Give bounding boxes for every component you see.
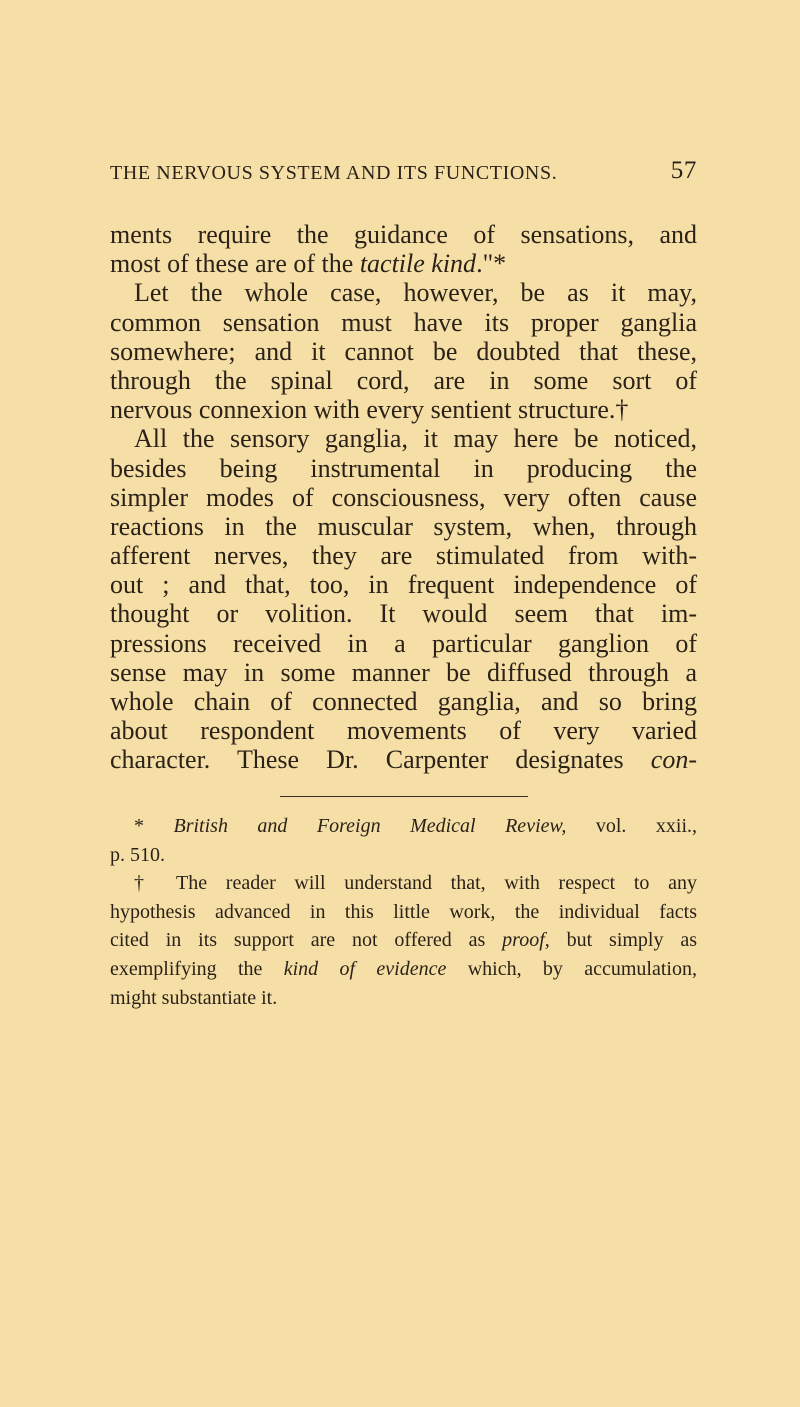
body-line [110, 249, 697, 278]
body-line [110, 483, 697, 512]
text-run: sense may in some manner be diffused through a [110, 657, 697, 687]
text-run: whole chain of connected ganglia, and so bring [110, 687, 697, 716]
body-line [110, 687, 697, 716]
body-line [110, 366, 697, 395]
text-run: ."* [476, 249, 507, 279]
footnote-line [110, 841, 697, 870]
text-run: through the spinal cord, are in some sort of [110, 365, 697, 395]
text-run: thought or volition. It would seem that im- [110, 599, 697, 629]
text-run: besides being instrumental in producing the [110, 453, 697, 483]
italic-text: proof, [502, 929, 550, 952]
body-line [110, 220, 697, 249]
footnote-line [110, 926, 697, 955]
body-line [110, 658, 697, 687]
text-run: simpler modes of consciousness, very often cause [110, 482, 697, 512]
footnote-line [110, 812, 697, 841]
text-run: out ; and that, too, in frequent independence of [110, 570, 697, 600]
running-title: THE NERVOUS SYSTEM AND ITS FUNCTIONS. [110, 162, 558, 184]
footnote-rule [280, 796, 528, 797]
text-run: cited in its support are not offered as [110, 929, 503, 952]
body-line [110, 395, 697, 424]
footnote-line [110, 984, 697, 1013]
body-line [110, 308, 697, 337]
text-run: vol. xxii., [566, 815, 697, 837]
text-run: hypothesis advanced in this little work, the individual facts [110, 900, 697, 923]
footnote-line [110, 898, 697, 927]
text-run: character. These Dr. Carpenter designates [110, 745, 651, 775]
text-run: most of these are of the [110, 249, 360, 279]
body-line [110, 629, 697, 658]
body-line [110, 716, 697, 745]
text-run: pressions received in a particular ganglion of [110, 628, 697, 658]
text-run: * [134, 815, 174, 837]
body-line [110, 454, 697, 483]
text-run: reactions in the muscular system, when, through [110, 511, 697, 541]
italic-text: tactile kind [359, 249, 477, 279]
body-line [110, 512, 697, 541]
text-run: which, by accumulation, [446, 957, 697, 980]
body-line [110, 570, 697, 599]
text-run: about respondent movements of very varied [110, 716, 697, 746]
body-line [110, 541, 697, 570]
text-run: † The reader will understand that, with respect to any [134, 872, 697, 895]
body-line [110, 424, 697, 453]
text-run: nervous connexion with every sentient structure.† [110, 395, 629, 425]
text-run: but simply as [549, 929, 697, 952]
text-run: exemplifying the [110, 957, 284, 980]
text-run: Let the whole case, however, be as it may, [134, 278, 697, 308]
text-run: All the sensory ganglia, it may here be noticed, [134, 424, 697, 454]
page-number: 57 [670, 157, 697, 184]
text-run: common sensation must have its proper ganglia [110, 307, 697, 337]
italic-text: kind of evidence [283, 957, 447, 980]
footnote-line [110, 869, 697, 898]
italic-text: con- [650, 745, 697, 775]
text-run: ments require the guidance of sensations, and [110, 220, 697, 249]
footnotes [110, 812, 697, 1012]
running-header [110, 157, 697, 185]
text-run: afferent nerves, they are stimulated from with- [110, 541, 697, 571]
body-text [110, 220, 697, 775]
italic-text: British and Foreign Medical Review, [173, 815, 567, 837]
body-line [110, 278, 697, 307]
text-run: p. 510. [110, 843, 165, 866]
text-run: might substantiate it. [110, 986, 278, 1009]
body-line [110, 745, 697, 774]
footnote-line [110, 955, 697, 984]
text-run: somewhere; and it cannot be doubted that these, [110, 336, 697, 366]
body-line [110, 337, 697, 366]
body-line [110, 599, 697, 628]
